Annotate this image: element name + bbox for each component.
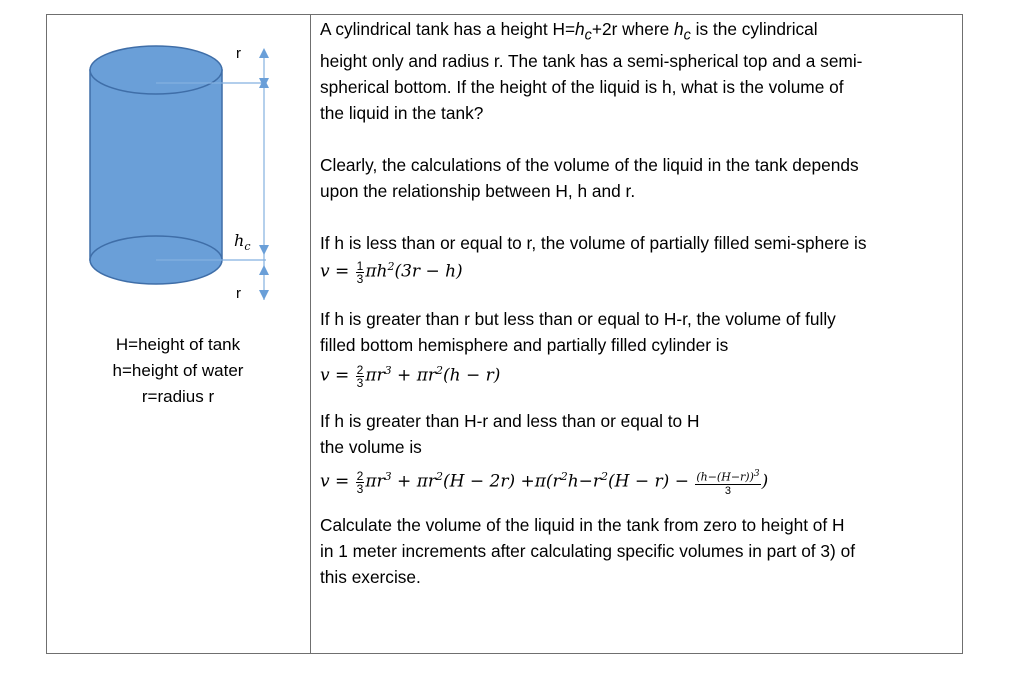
final-line-3: this exercise. — [320, 567, 421, 588]
label-r-top: r — [236, 45, 241, 62]
case1-formula: v = $\frac{1}{3}$ $\pi h^2(3r - h)$ — [320, 259, 463, 287]
legend-water-height: h=height of water — [112, 361, 244, 380]
cylinder-body — [90, 70, 222, 260]
column-divider — [310, 14, 311, 654]
case2-text-1: If h is greater than r but less than or equal to H-r, the volume of fully — [320, 309, 836, 330]
tank-diagram — [70, 28, 300, 318]
label-r-bottom: r — [236, 285, 241, 302]
final-line-1: Calculate the volume of the liquid in the tank from zero to height of H — [320, 515, 845, 536]
case1-text: If h is less than or equal to r, the volume of partially filled semi-sphere is — [320, 233, 867, 254]
intro-line-2: height only and radius r. The tank has a semi-spherical top and a semi- — [320, 51, 863, 72]
label-hc: $h_c$ — [234, 231, 251, 253]
top-ellipse — [90, 46, 222, 94]
legend-radius: r=radius r — [141, 387, 215, 406]
final-line-2: in 1 meter increments after calculating specific volumes in part of 3) of — [320, 541, 855, 562]
clearly-line-2: upon the relationship between H, h and r. — [320, 181, 636, 202]
case2-text-2: filled bottom hemisphere and partially filled cylinder is — [320, 335, 729, 356]
case3-text-2: the volume is — [320, 437, 422, 458]
intro-line-1: A cylindrical tank has a height $H=h_c+2r$ where $h_c$ is the cylindrical — [320, 19, 818, 44]
intro-line-4: the liquid in the tank? — [320, 103, 484, 124]
case3-formula: v = $\frac{2}{3}$ $\pi r^3 + \pi r^2(H - 2r) +\pi(r^2h-r^2(H - r)$ − $\frac{(h-(H-r))^3}{3}$ ) — [320, 469, 769, 497]
intro-line-3: spherical bottom. If the height of the liquid is h, what is the volume of — [320, 77, 844, 98]
case3-text-1: If h is greater than H-r and less than or equal to H — [320, 411, 700, 432]
legend-tank-height: H=height of tank — [115, 335, 241, 354]
clearly-line-1: Clearly, the calculations of the volume of the liquid in the tank depends — [320, 155, 859, 176]
case2-formula: v = $\frac{2}{3}$ $\pi r^3 + \pi r^2(h - r)$ — [320, 363, 501, 391]
problem-text — [320, 16, 956, 590]
legend — [60, 332, 296, 410]
